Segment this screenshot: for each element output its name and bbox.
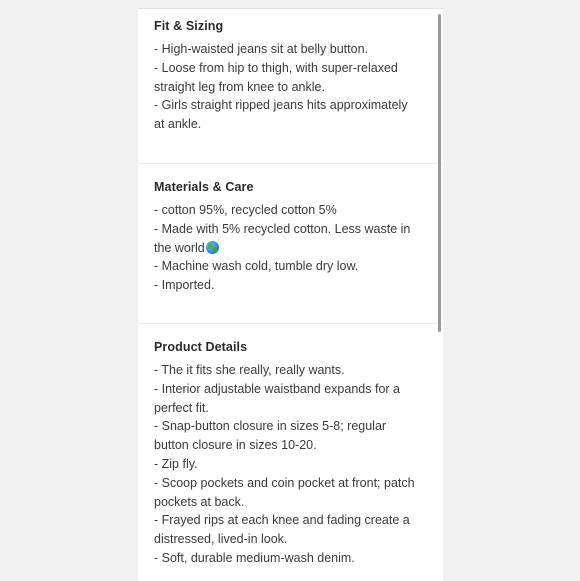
list-item: - Interior adjustable waistband expands for a (154, 381, 400, 396)
product-details-list (154, 361, 433, 568)
list-item: - Snap-button closure in sizes 5-8; regular (154, 419, 387, 434)
list-item: distressed, lived-in look. (154, 532, 288, 547)
fit-sizing-list (154, 40, 433, 134)
list-item: - Machine wash cold, tumble dry low. (154, 259, 359, 274)
product-info-panel[interactable] (138, 8, 443, 581)
list-item (154, 239, 433, 258)
materials-care-list (154, 201, 433, 295)
section-title-fit-sizing: Fit & Sizing (154, 19, 224, 33)
list-item: - Girls straight ripped jeans hits approximately (154, 98, 408, 113)
section-materials-care (138, 163, 443, 295)
list-item: - Zip fly. (154, 456, 198, 471)
list-item: - Loose from hip to thigh, with super-relaxed (154, 60, 398, 75)
list-item: - High-waisted jeans sit at belly button. (154, 42, 368, 56)
globe-icon (206, 241, 219, 254)
section-title-product-details: Product Details (154, 340, 248, 354)
list-item: - The it fits she really, really wants. (154, 363, 345, 377)
list-item: pockets at back. (154, 494, 245, 509)
list-item: - Made with 5% recycled cotton. Less waste in (154, 221, 411, 236)
section-fit-sizing (138, 18, 443, 134)
list-item: at ankle. (154, 117, 202, 132)
list-item: button closure in sizes 10-20. (154, 438, 317, 453)
vertical-scrollbar[interactable] (438, 14, 441, 332)
list-item: - cotton 95%, recycled cotton 5% (154, 203, 337, 217)
list-item: - Soft, durable medium-wash denim. (154, 550, 355, 565)
list-item-text: the world (154, 240, 205, 255)
section-title-materials-care: Materials & Care (154, 180, 254, 194)
list-item: - Scoop pockets and coin pocket at front; patch (154, 475, 415, 490)
list-item: perfect fit. (154, 400, 209, 415)
list-item: - Imported. (154, 278, 215, 293)
list-item: straight leg from knee to ankle. (154, 79, 325, 94)
list-item: - Frayed rips at each knee and fading create a (154, 513, 410, 528)
section-product-details (138, 323, 443, 568)
